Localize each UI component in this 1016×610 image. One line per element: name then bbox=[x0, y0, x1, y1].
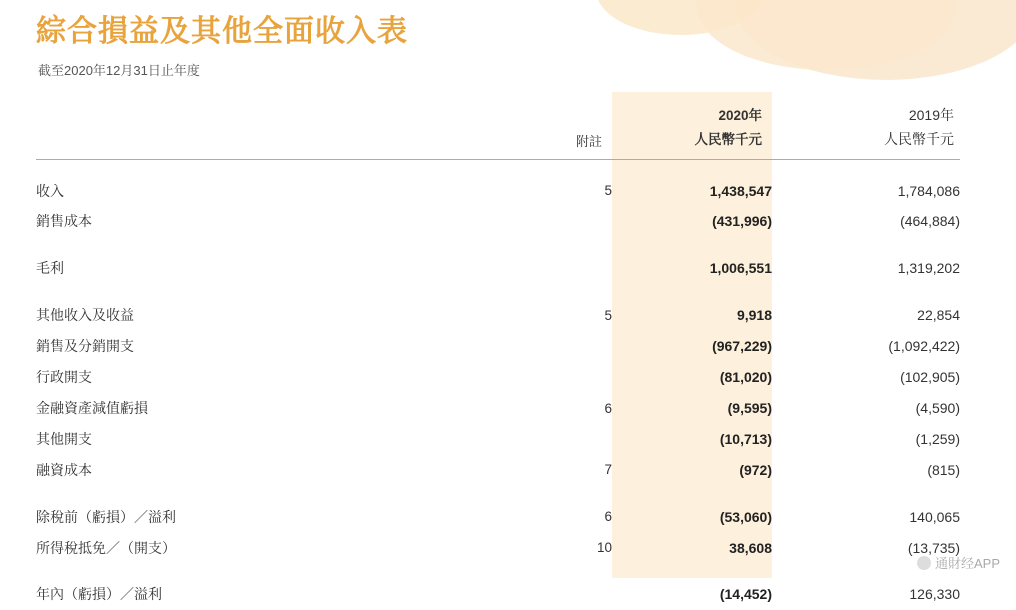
table-row bbox=[36, 253, 960, 284]
column-header-current-year: 2020年 bbox=[718, 107, 762, 123]
header-rule bbox=[36, 152, 960, 160]
table-row bbox=[36, 176, 960, 207]
row-current-value: 38,608 bbox=[729, 539, 772, 556]
row-previous-value: (464,884) bbox=[900, 213, 960, 230]
row-note: 5 bbox=[604, 183, 612, 199]
watermark-text: 通財经APP bbox=[934, 556, 1000, 571]
row-label: 收入 bbox=[36, 182, 64, 199]
row-note: 10 bbox=[596, 540, 612, 556]
row-previous-value: 126,330 bbox=[909, 586, 960, 603]
table-row bbox=[36, 300, 960, 331]
row-previous-value: (815) bbox=[927, 461, 960, 478]
spacer bbox=[36, 284, 960, 300]
row-previous-value: (4,590) bbox=[915, 399, 960, 416]
row-current-value: 1,438,547 bbox=[709, 182, 772, 199]
column-header-current-unit: 人民幣千元 bbox=[694, 132, 762, 148]
row-label: 年內（虧損）／溢利 bbox=[36, 586, 162, 603]
table-row bbox=[36, 424, 960, 455]
row-note bbox=[540, 206, 612, 237]
page-subtitle: 截至2020年12月31日止年度 bbox=[38, 63, 200, 78]
table-header-year-row bbox=[36, 103, 960, 127]
income-statement-table bbox=[36, 103, 960, 610]
row-note bbox=[540, 362, 612, 393]
row-note bbox=[540, 579, 612, 610]
row-current-value: (9,595) bbox=[727, 399, 772, 416]
spacer bbox=[36, 160, 960, 176]
column-header-note: 附註 bbox=[575, 133, 602, 149]
row-label: 毛利 bbox=[36, 260, 64, 277]
row-label: 銷售及分銷開支 bbox=[36, 338, 134, 355]
row-previous-value: 22,854 bbox=[917, 307, 960, 324]
row-previous-value: 140,065 bbox=[909, 508, 960, 525]
row-label: 其他開支 bbox=[36, 430, 92, 447]
table-row bbox=[36, 206, 960, 237]
row-note bbox=[540, 424, 612, 455]
table-head bbox=[36, 103, 960, 160]
row-label: 融資成本 bbox=[36, 461, 92, 478]
row-current-value: (431,996) bbox=[712, 213, 772, 230]
row-note: 6 bbox=[604, 509, 612, 525]
row-previous-value: 1,319,202 bbox=[897, 260, 960, 277]
row-current-value: (14,452) bbox=[719, 586, 772, 603]
row-note bbox=[540, 253, 612, 284]
row-current-value: (10,713) bbox=[719, 430, 772, 447]
row-current-value: (81,020) bbox=[719, 369, 772, 386]
spacer bbox=[36, 486, 960, 502]
table-header-unit-row bbox=[36, 127, 960, 151]
row-note: 7 bbox=[604, 462, 612, 478]
row-current-value: 9,918 bbox=[736, 307, 772, 324]
row-note: 5 bbox=[604, 307, 612, 323]
row-label: 銷售成本 bbox=[36, 213, 92, 230]
table-row bbox=[36, 393, 960, 424]
table-body bbox=[36, 160, 960, 610]
table-row bbox=[36, 579, 960, 610]
row-current-value: (53,060) bbox=[719, 508, 772, 525]
row-current-value: (967,229) bbox=[712, 338, 772, 355]
column-header-note-blank bbox=[540, 103, 612, 127]
spacer bbox=[36, 563, 960, 579]
column-header-previous-year: 2019年 bbox=[908, 107, 954, 123]
page-title: 綜合損益及其他全面收入表 bbox=[36, 15, 408, 48]
spacer bbox=[36, 237, 960, 253]
row-previous-value: (1,092,422) bbox=[888, 338, 960, 355]
column-header-previous-unit: 人民幣千元 bbox=[884, 131, 954, 148]
row-previous-value: (102,905) bbox=[900, 369, 960, 386]
row-label: 行政開支 bbox=[36, 369, 92, 386]
row-label: 其他收入及收益 bbox=[36, 307, 134, 324]
table-row bbox=[36, 362, 960, 393]
row-current-value: 1,006,551 bbox=[709, 260, 772, 277]
table-row bbox=[36, 331, 960, 362]
table-row bbox=[36, 455, 960, 486]
row-label: 所得稅抵免／（開支） bbox=[36, 539, 176, 556]
table-row bbox=[36, 533, 960, 564]
row-previous-value: (13,735) bbox=[907, 539, 960, 556]
table-row bbox=[36, 502, 960, 533]
row-note: 6 bbox=[604, 400, 612, 416]
row-label: 金融資產減值虧損 bbox=[36, 399, 148, 416]
row-note bbox=[540, 331, 612, 362]
row-previous-value: (1,259) bbox=[915, 430, 960, 447]
row-previous-value: 1,784,086 bbox=[897, 182, 960, 199]
row-current-value: (972) bbox=[739, 461, 772, 478]
row-label: 除稅前（虧損）／溢利 bbox=[36, 508, 176, 525]
